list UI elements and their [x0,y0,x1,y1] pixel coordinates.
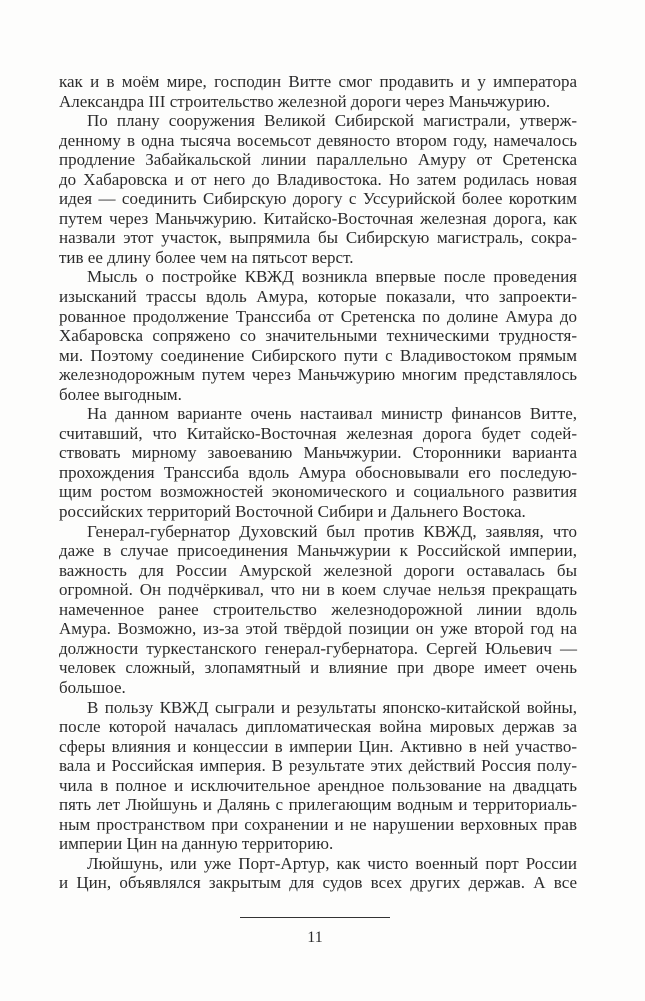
text-line: Люйшунь, или уже Порт-Артур, как чисто военный порт России [87,853,577,873]
text-line: после которой началась дипломатическая война мировых держав за [59,717,577,737]
paragraph [59,698,577,854]
paragraph [59,72,577,111]
text-line: должности туркестанского генерал-губернатора. Сергей Юльевич — [59,638,577,658]
text-line: денному в одна тысяча восемьсот девяносто втором году, намечалось [59,130,577,150]
text-line: Генерал-губернатор Духовский был против КВЖД, заявляя, что [87,521,577,541]
text-line: ным пространством при сохранении и не нарушении верховных прав [59,814,577,834]
text-line: российских территорий Восточной Сибири и Дальнего Востока. [59,502,526,522]
text-line: огромной. Он подчёркивал, что ни в коем случае нельзя прекращать [59,580,577,600]
text-line: тив ее длину более чем на пятьсот верст. [59,247,354,267]
text-line: щим ростом возможностей экономического и социального развития [59,482,577,502]
text-line: считавший, что Китайско-Восточная железная дорога будет содей- [59,423,577,443]
text-line: большое. [59,677,126,697]
text-line: назвали этот участок, выпрямила бы Сибирскую магистраль, сокра- [59,228,577,248]
text-line: вала и Российская империя. В результате этих действий Россия полу- [59,756,577,776]
text-line: В пользу КВЖД сыграли и результаты японско-китайской войны, [87,697,577,717]
text-line: и Цин, объявлялся закрытым для судов всех других держав. А все [59,873,577,893]
text-line: даже в случае присоединения Маньчжурии к Российской империи, [59,541,577,561]
paragraph [59,404,577,521]
text-line: человек сложный, злопамятный и влияние при дворе имеет очень [59,658,577,678]
paragraph [59,854,577,893]
text-line: чила в полное и исключительное арендное пользование на двадцать [59,775,577,795]
text-line: По плану сооружения Великой Сибирской магистрали, утверж- [87,111,577,131]
text-line: до Хабаровска и от него до Владивостока. Но затем родилась новая [59,169,577,189]
text-line: изысканий трассы вдоль Амура, которые показали, что запроекти- [59,287,577,307]
text-line: Александра III строительство железной дороги через Маньчжурию. [59,91,551,111]
text-line: намеченное ранее строительство железнодорожной линии вдоль [59,599,577,619]
paragraph [59,522,577,698]
text-line: ствовать мирному завоеванию Маньчжурии. Сторонники варианта [59,443,577,463]
text-line: Хабаровска сопряжено со значительными техническими трудностя- [59,326,577,346]
text-line: более выгодным. [59,384,182,404]
text-line: Амура. Возможно, из-за этой твёрдой позиции он уже второй год на [59,619,577,639]
footer-divider [240,917,390,918]
paragraph [59,111,577,267]
text-line: сферы влияния и концессии в империи Цин. Активно в ней участво- [59,736,577,756]
text-line: путем через Маньчжурию. Китайско-Восточная железная дорога, как [59,208,577,228]
text-line: Мысль о постройке КВЖД возникла впервые после проведения [87,267,577,287]
text-line: важность для России Амурской железной дороги оставалась бы [59,560,577,580]
text-line: идея — соединить Сибирскую дорогу с Уссурийской более коротким [59,189,577,209]
text-line: прохождения Транссиба вдоль Амура обосновывали его последую- [59,462,577,482]
paragraph [59,267,577,404]
text-line: ми. Поэтому соединение Сибирского пути с Владивостоком прямым [59,345,577,365]
text-line: На данном варианте очень настаивал министр финансов Витте, [87,404,577,424]
text-line: пять лет Люйшунь и Далянь с прилегающим водным и территориаль- [59,795,577,815]
text-line: империи Цин на данную территорию. [59,834,334,854]
text-line: железнодорожным путем через Маньчжурию многим представлялось [59,365,577,385]
page-body-text [59,72,577,893]
text-line: как и в моём мире, господин Витте смог продавить и у императора [59,72,577,91]
text-line: рованное продолжение Транссиба от Сретенска по долине Амура до [59,306,577,326]
page-number: 11 [307,929,323,946]
text-line: продление Забайкальской линии параллельно Амуру от Сретенска [59,150,577,170]
